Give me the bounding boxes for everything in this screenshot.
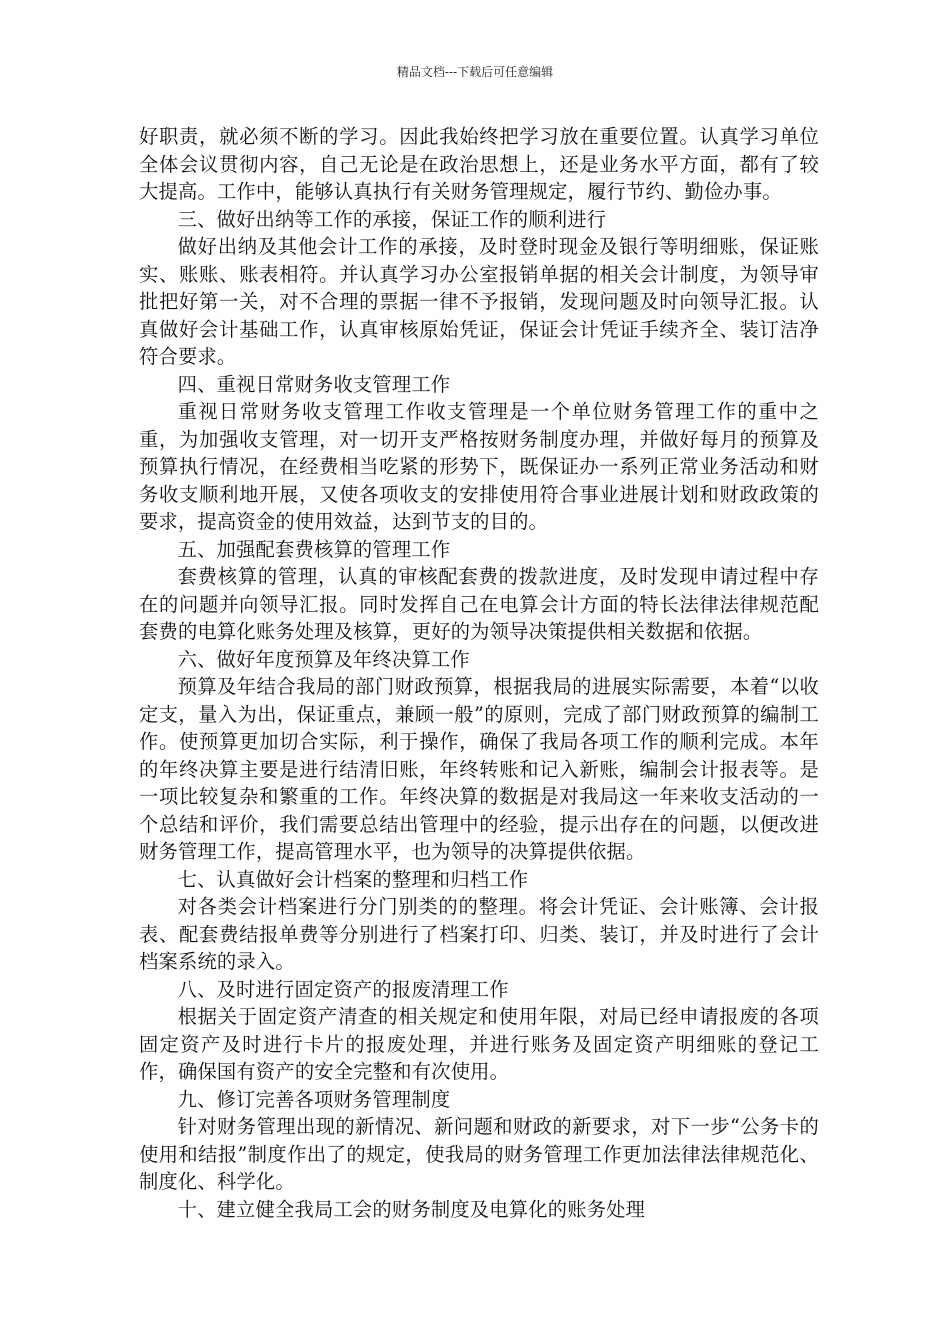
section-heading-4: 四、重视日常财务收支管理工作 bbox=[177, 372, 451, 396]
paragraph: 对各类会计档案进行分门别类的的整理。将会计凭证、会计账簿、会计报表、配套费结报单费等分别进行了档案打印、归类、装订，并及时进行了会计档案系统的录入。 bbox=[139, 895, 819, 973]
section-heading-6: 六、做好年度预算及年终决算工作 bbox=[177, 647, 470, 671]
document-body bbox=[139, 123, 819, 1223]
paragraph: 针对财务管理出现的新情况、新问题和财政的新要求，对下一步“公务卡的使用和结报”制度作出了的规定，使我局的财务管理工作更加法律法律规范化、制度化、科学化。 bbox=[139, 1115, 819, 1193]
section-heading-8: 八、及时进行固定资产的报废清理工作 bbox=[177, 977, 509, 1001]
section-heading-5: 五、加强配套费核算的管理工作 bbox=[177, 537, 451, 561]
paragraph: 套费核算的管理，认真的审核配套费的拨款进度，及时发现申请过程中存在的问题并向领导汇报。同时发挥自己在电算会计方面的特长法律法律规范配套费的电算化账务处理及核算，更好的为领导决策提供相关数据和依据。 bbox=[139, 565, 819, 643]
page-header: 精品文档---下载后可任意编辑 bbox=[396, 65, 554, 79]
section-heading-3: 三、做好出纳等工作的承接，保证工作的顺利进行 bbox=[177, 207, 607, 231]
section-heading-10: 十、建立健全我局工会的财务制度及电算化的账务处理 bbox=[177, 1197, 646, 1221]
section-heading-7: 七、认真做好会计档案的整理和归档工作 bbox=[177, 867, 529, 891]
paragraph: 预算及年结合我局的部门财政预算，根据我局的进展实际需要，本着“以收定支，量入为出，保证重点，兼顾一般”的原则，完成了部门财政预算的编制工作。使预算更加切合实际，利于操作，确保了我局各项工作的顺利完成。本年的年终决算主要是进行结清旧账，年终转账和记入新账，编制会计报表等。是一项比较复杂和繁重的工作。年终决算的数据是对我局这一年来收支活动的一个总结和评价，我们需要总结出管理中的经验，提示出存在的问题，以便改进财务管理工作，提高管理水平，也为领导的决算提供依据。 bbox=[139, 675, 819, 863]
section-heading-9: 九、修订完善各项财务管理制度 bbox=[177, 1087, 451, 1111]
paragraph-continued: 好职责，就必须不断的学习。因此我始终把学习放在重要位置。认真学习单位全体会议贯彻内容，自己无论是在政治思想上，还是业务水平方面，都有了较大提高。工作中，能够认真执行有关财务管理规定，履行节约、勤俭办事。 bbox=[139, 125, 819, 203]
paragraph: 重视日常财务收支管理工作收支管理是一个单位财务管理工作的重中之重，为加强收支管理，对一切开支严格按财务制度办理，并做好每月的预算及预算执行情况，在经费相当吃紧的形势下，既保证办一系列正常业务活动和财务收支顺利地开展，又使各项收支的安排使用符合事业进展计划和财政政策的要求，提高资金的使用效益，达到节支的目的。 bbox=[139, 400, 819, 533]
paragraph: 根据关于固定资产清查的相关规定和使用年限，对局已经申请报废的各项固定资产及时进行卡片的报废处理，并进行账务及固定资产明细账的登记工作，确保国有资产的安全完整和有次使用。 bbox=[139, 1005, 819, 1083]
paragraph: 做好出纳及其他会计工作的承接，及时登时现金及银行等明细账，保证账实、账账、账表相符。并认真学习办公室报销单据的相关会计制度，为领导审批把好第一关，对不合理的票据一律不予报销，发现问题及时向领导汇报。认真做好会计基础工作，认真审核原始凭证，保证会计凭证手续齐全、装订洁净符合要求。 bbox=[139, 235, 819, 368]
